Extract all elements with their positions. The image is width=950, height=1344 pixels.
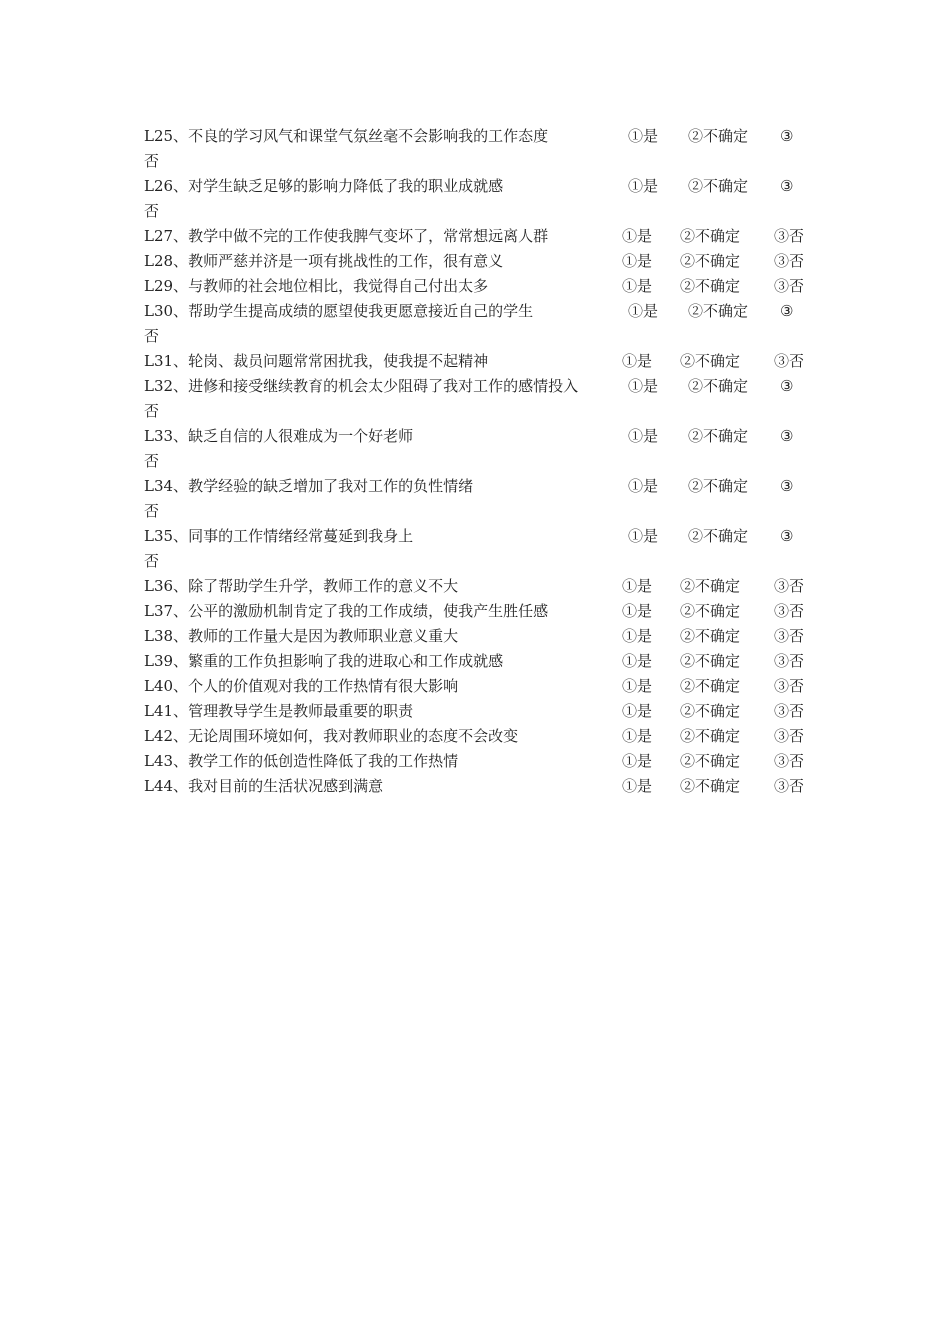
- option-no[interactable]: ③否: [774, 602, 805, 620]
- option-unsure[interactable]: ②不确定: [680, 677, 741, 695]
- option-no[interactable]: ③否: [774, 677, 805, 695]
- option-unsure[interactable]: ②不确定: [680, 652, 741, 670]
- question-item: [144, 774, 824, 799]
- option-unsure[interactable]: ②不确定: [680, 602, 741, 620]
- option-unsure[interactable]: ②不确定: [688, 377, 749, 395]
- question-number: L31、: [144, 352, 189, 370]
- question-number: L43、: [144, 752, 189, 770]
- option-no[interactable]: ③否: [774, 277, 805, 295]
- option-no[interactable]: ③否: [774, 727, 805, 745]
- option-yes[interactable]: ①是: [622, 352, 653, 370]
- option-yes[interactable]: ①是: [622, 702, 653, 720]
- question-text: 繁重的工作负担影响了我的进取心和工作成就感: [188, 652, 504, 670]
- question-text: 教学中做不完的工作使我脾气变坏了，常常想远离人群: [188, 227, 549, 245]
- question-number: L40、: [144, 677, 189, 695]
- question-item: [144, 299, 824, 345]
- option-yes[interactable]: ①是: [622, 777, 653, 795]
- option-unsure[interactable]: ②不确定: [680, 727, 741, 745]
- option-yes[interactable]: ①是: [622, 577, 653, 595]
- option-unsure[interactable]: ②不确定: [680, 752, 741, 770]
- option-no[interactable]: ③否: [774, 702, 805, 720]
- question-item: [144, 699, 824, 724]
- question-item: [144, 749, 824, 774]
- question-text: 与教师的社会地位相比，我觉得自己付出太多: [188, 277, 489, 295]
- option-no-wrap: 否: [144, 152, 160, 170]
- question-item: [144, 424, 824, 470]
- question-number: L38、: [144, 627, 189, 645]
- question-text: 管理教导学生是教师最重要的职责: [188, 702, 414, 720]
- question-number: L44、: [144, 777, 189, 795]
- question-text: 公平的激励机制肯定了我的工作成绩，使我产生胜任感: [188, 602, 549, 620]
- question-number: L35、: [144, 527, 189, 545]
- option-unsure[interactable]: ②不确定: [688, 477, 749, 495]
- option-yes[interactable]: ①是: [622, 252, 653, 270]
- question-text: 同事的工作情绪经常蔓延到我身上: [188, 527, 414, 545]
- option-yes[interactable]: ①是: [622, 752, 653, 770]
- option-yes[interactable]: ①是: [628, 477, 659, 495]
- option-no-wrap: 否: [144, 452, 160, 470]
- question-text: 对学生缺乏足够的影响力降低了我的职业成就感: [188, 177, 504, 195]
- question-number: L32、: [144, 377, 189, 395]
- option-no[interactable]: ③否: [774, 252, 805, 270]
- question-text: 无论周围环境如何，我对教师职业的态度不会改变: [188, 727, 519, 745]
- option-unsure[interactable]: ②不确定: [680, 227, 741, 245]
- option-unsure[interactable]: ②不确定: [688, 427, 749, 445]
- question-text: 教学工作的低创造性降低了我的工作热情: [188, 752, 459, 770]
- option-yes[interactable]: ①是: [628, 527, 659, 545]
- option-unsure[interactable]: ②不确定: [680, 627, 741, 645]
- question-item: [144, 174, 824, 220]
- option-unsure[interactable]: ②不确定: [688, 527, 749, 545]
- option-yes[interactable]: ①是: [622, 277, 653, 295]
- question-text: 教师的工作量大是因为教师职业意义重大: [188, 627, 459, 645]
- option-no-wrap: 否: [144, 202, 160, 220]
- question-number: L26、: [144, 177, 189, 195]
- question-number: L33、: [144, 427, 189, 445]
- question-number: L30、: [144, 302, 189, 320]
- option-yes[interactable]: ①是: [622, 602, 653, 620]
- option-unsure[interactable]: ②不确定: [688, 177, 749, 195]
- option-yes[interactable]: ①是: [628, 302, 659, 320]
- option-no-wrap: 否: [144, 552, 160, 570]
- question-item: [144, 474, 824, 520]
- option-no[interactable]: ③: [780, 302, 794, 320]
- question-number: L42、: [144, 727, 189, 745]
- option-no-wrap: 否: [144, 502, 160, 520]
- option-yes[interactable]: ①是: [622, 227, 653, 245]
- option-yes[interactable]: ①是: [628, 177, 659, 195]
- option-no[interactable]: ③: [780, 377, 794, 395]
- question-item: [144, 349, 824, 374]
- option-yes[interactable]: ①是: [622, 627, 653, 645]
- question-number: L28、: [144, 252, 189, 270]
- question-item: [144, 124, 824, 170]
- question-number: L29、: [144, 277, 189, 295]
- question-text: 缺乏自信的人很难成为一个好老师: [188, 427, 414, 445]
- question-number: L37、: [144, 602, 189, 620]
- question-number: L39、: [144, 652, 189, 670]
- option-no[interactable]: ③否: [774, 777, 805, 795]
- question-number: L41、: [144, 702, 189, 720]
- question-text: 轮岗、裁员问题常常困扰我，使我提不起精神: [188, 352, 489, 370]
- question-item: [144, 674, 824, 699]
- question-item: [144, 524, 824, 570]
- option-yes[interactable]: ①是: [622, 727, 653, 745]
- option-yes[interactable]: ①是: [628, 427, 659, 445]
- option-yes[interactable]: ①是: [628, 127, 659, 145]
- option-no[interactable]: ③否: [774, 352, 805, 370]
- option-unsure[interactable]: ②不确定: [688, 127, 749, 145]
- option-no[interactable]: ③否: [774, 577, 805, 595]
- question-number: L27、: [144, 227, 189, 245]
- option-no[interactable]: ③: [780, 527, 794, 545]
- question-text: 帮助学生提高成绩的愿望使我更愿意接近自己的学生: [188, 302, 534, 320]
- question-text: 不良的学习风气和课堂气氛丝毫不会影响我的工作态度: [188, 127, 549, 145]
- option-unsure[interactable]: ②不确定: [680, 352, 741, 370]
- question-text: 我对目前的生活状况感到满意: [188, 777, 384, 795]
- question-number: L34、: [144, 477, 189, 495]
- option-no[interactable]: ③: [780, 177, 794, 195]
- question-item: [144, 574, 824, 599]
- question-number: L36、: [144, 577, 189, 595]
- option-no[interactable]: ③否: [774, 752, 805, 770]
- option-unsure[interactable]: ②不确定: [688, 302, 749, 320]
- question-text: 除了帮助学生升学，教师工作的意义不大: [188, 577, 459, 595]
- option-unsure[interactable]: ②不确定: [680, 252, 741, 270]
- option-no[interactable]: ③: [780, 127, 794, 145]
- option-yes[interactable]: ①是: [628, 377, 659, 395]
- option-no-wrap: 否: [144, 402, 160, 420]
- option-yes[interactable]: ①是: [622, 677, 653, 695]
- question-item: [144, 249, 824, 274]
- option-unsure[interactable]: ②不确定: [680, 577, 741, 595]
- question-text: 教师严慈并济是一项有挑战性的工作，很有意义: [188, 252, 504, 270]
- option-no[interactable]: ③: [780, 427, 794, 445]
- question-item: [144, 224, 824, 249]
- question-text: 进修和接受继续教育的机会太少阻碍了我对工作的感情投入: [188, 377, 579, 395]
- question-item: [144, 624, 824, 649]
- question-text: 教学经验的缺乏增加了我对工作的负性情绪: [188, 477, 474, 495]
- option-no[interactable]: ③否: [774, 227, 805, 245]
- question-item: [144, 724, 824, 749]
- question-item: [144, 649, 824, 674]
- option-no[interactable]: ③否: [774, 627, 805, 645]
- question-item: [144, 274, 824, 299]
- option-no[interactable]: ③: [780, 477, 794, 495]
- option-unsure[interactable]: ②不确定: [680, 777, 741, 795]
- option-no[interactable]: ③否: [774, 652, 805, 670]
- option-unsure[interactable]: ②不确定: [680, 702, 741, 720]
- option-unsure[interactable]: ②不确定: [680, 277, 741, 295]
- question-text: 个人的价值观对我的工作热情有很大影响: [188, 677, 459, 695]
- option-no-wrap: 否: [144, 327, 160, 345]
- question-item: [144, 599, 824, 624]
- option-yes[interactable]: ①是: [622, 652, 653, 670]
- question-number: L25、: [144, 127, 189, 145]
- question-item: [144, 374, 824, 420]
